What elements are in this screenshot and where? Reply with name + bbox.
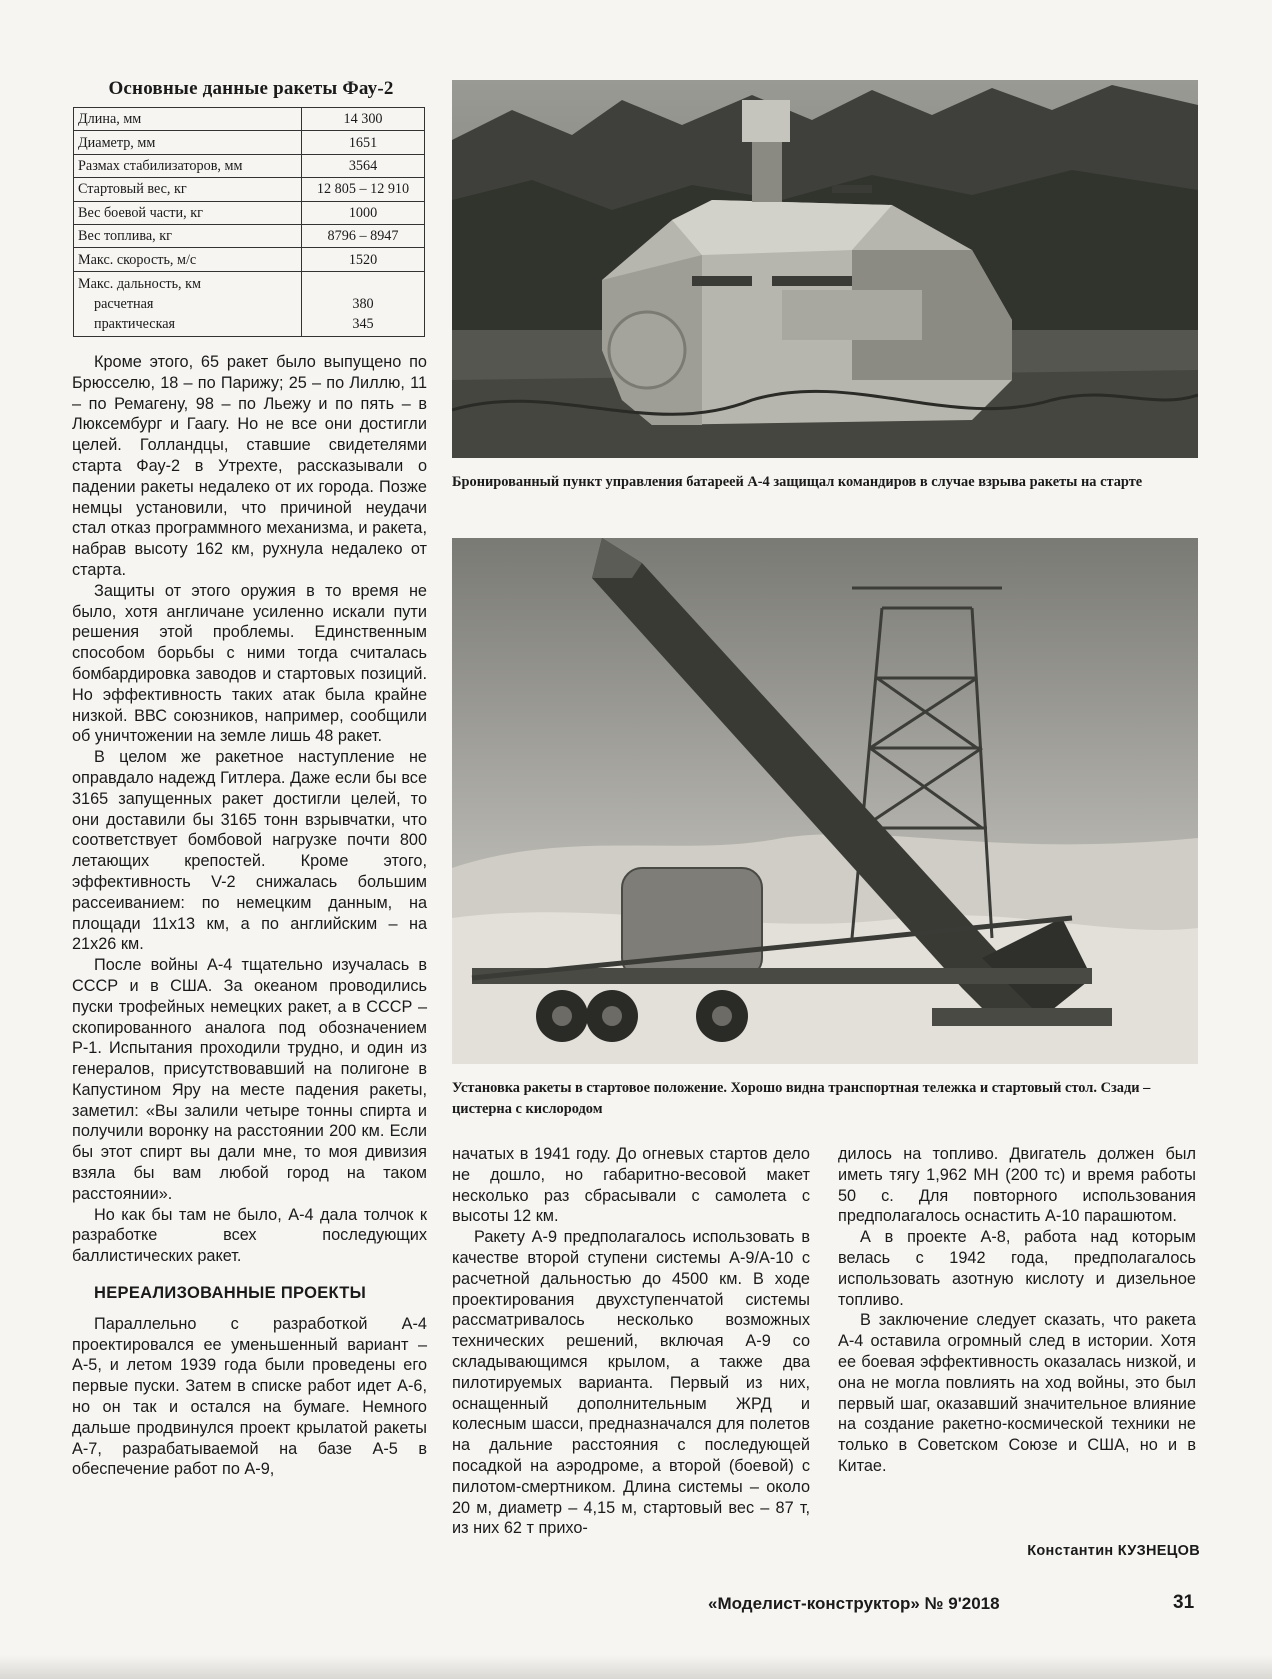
range-labels bbox=[74, 271, 302, 336]
photo1-caption: Бронированный пункт управления батареей А-4 защищал командиров в случае взрыва ракеты на старте bbox=[452, 474, 1143, 490]
row-value: 1651 bbox=[302, 131, 425, 154]
table-title: Основные данные ракеты Фау-2 bbox=[108, 78, 394, 99]
row-value: 14 300 bbox=[302, 108, 425, 131]
row-value: 3564 bbox=[302, 154, 425, 177]
table-row bbox=[74, 178, 425, 201]
paragraph: Кроме этого, 65 ракет было выпущено по Брюсселю, 18 – по Парижу; 25 – по Лиллю, 11 – по Ремагену, 98 – по Льежу и по пять – в Люксембург и Гаагу. Но не все они достигли целей. Голландцы, ставшие свидетелями старта Фау-2 в Утрехте, рассказывали о падении ракеты недалеко от их города. Позже немцы установили, что причиной неудачи стал отказ программного механизма, и ракета, набрав высоту 162 км, рухнула недалеко от старта. bbox=[72, 353, 427, 579]
paragraph: Ракету А-9 предполагалось использовать в качестве второй ступени системы А-9/А-10 с расчетной дальностью до 4500 км. В ходе проектирования двухступенчатой системы рассматривалось несколько возможных технических решений, включая А-9 со складывающимся крылом, а также два пилотируемых варианта. Первый из них, оснащенный дополнительным ЖРД и колесным шасси, предназначался для полетов на дальние расстояния с последующей посадкой на аэродроме, а второй (боевой) с пилотом-смертником. Длина системы – около 20 м, диаметр – 4,15 м, стартовый вес – 87 т, из них 62 т прихо- bbox=[452, 1228, 810, 1538]
table-row-range bbox=[74, 271, 425, 336]
row-value: 1520 bbox=[302, 248, 425, 271]
paragraph: В целом же ракетное наступление не оправдало надежд Гитлера. Даже если бы все 3165 запущенных ракет достигли целей, то они доставили бы 3165 тонн взрывчатки, что соответствует бомбовой нагрузке почти 800 летающих крепостей. Кроме этого, эффективность V-2 снижалась большим рассеиванием: по немецким данным, на площади 11х13 км, а по английским – на 21х26 км. bbox=[72, 748, 427, 954]
range-sub2-label: практическая bbox=[94, 315, 176, 332]
paragraph: А в проекте А-8, работа над которым велась с 1942 года, предполагалось использовать азотную кислоту и дизельное топливо. bbox=[838, 1228, 1196, 1309]
middle-column bbox=[452, 1144, 810, 1539]
row-label: Стартовый вес, кг bbox=[74, 178, 302, 201]
paragraph: Но как бы там не было, А-4 дала толчок к разработке всех последующих баллистических ракет. bbox=[72, 1205, 427, 1266]
row-label: Размах стабилизаторов, мм bbox=[74, 154, 302, 177]
paragraph: После войны А-4 тщательно изучалась в СССР и в США. За океаном проводились пуски трофейных немецких ракет, а в СССР – скопированного аналога под обозначением Р-1. Испытания проходили трудно, и один из генералов, присутствовавший на полигоне в Капустином Яру на месте падения ракеты, заметил: «Вы залили четыре тонны спирта и получили воронку на расстоянии 200 км. Если бы этот спирт вы дали мне, то моя дивизия взяла бы вам любой город на таком расстоянии». bbox=[72, 956, 427, 1203]
range-sub1-value: 380 bbox=[352, 295, 374, 312]
table-row bbox=[74, 201, 425, 224]
paragraph: начатых в 1941 году. До огневых стартов дело не дошло, но габаритно-весовой макет несколько раз сбрасывали с самолета с высоты 12 км. bbox=[452, 1145, 810, 1226]
scan-edge bbox=[0, 1655, 1272, 1679]
armored-post-illustration bbox=[452, 80, 1198, 458]
table-row bbox=[74, 131, 425, 154]
row-label: Вес топлива, кг bbox=[74, 224, 302, 247]
table-row bbox=[74, 248, 425, 271]
section-heading: НЕРЕАЛИЗОВАННЫЕ ПРОЕКТЫ bbox=[94, 1284, 367, 1303]
table-row bbox=[74, 224, 425, 247]
row-value: 8796 – 8947 bbox=[302, 224, 425, 247]
row-label: Диаметр, мм bbox=[74, 131, 302, 154]
page-number: 31 bbox=[1173, 1592, 1195, 1613]
author-name: Константин КУЗНЕЦОВ bbox=[1027, 1543, 1200, 1559]
right-column bbox=[838, 1144, 1196, 1477]
paragraph: дилось на топливо. Двигатель должен был иметь тягу 1,962 МН (200 тс) и время работы 50 с. Для повторного использования предполагалось оснастить А-10 парашютом. bbox=[838, 1145, 1196, 1226]
range-label: Макс. дальность, км bbox=[78, 275, 202, 292]
row-value: 1000 bbox=[302, 201, 425, 224]
row-label: Макс. скорость, м/с bbox=[74, 248, 302, 271]
paragraph: В заключение следует сказать, что ракета А-4 оставила огромный след в истории. Хотя ее боевая эффективность оказалась низкой, и она не могла повлиять на ход войны, это был первый шаг, оказавший значительное влияние на создание ракетно-космической техники не только в Советском Союзе и США, но и в Китае. bbox=[838, 1311, 1196, 1475]
rocket-erection-illustration bbox=[452, 538, 1198, 1064]
range-sub1-label: расчетная bbox=[94, 295, 154, 312]
range-sub2-value: 345 bbox=[352, 315, 374, 332]
specs-table bbox=[73, 107, 425, 337]
left-column bbox=[72, 352, 427, 1480]
photo-rocket-erection bbox=[452, 538, 1198, 1064]
table-row bbox=[74, 108, 425, 131]
photo2-caption: Установка ракеты в стартовое положение. Хорошо видна транспортная тележка и стартовый стол. Сзади – цистерна с кислородом bbox=[452, 1080, 1151, 1117]
row-label: Вес боевой части, кг bbox=[74, 201, 302, 224]
paragraph: Параллельно с разработкой А-4 проектировался ее уменьшенный вариант – А-5, и летом 1939 года были проведены его первые пуски. Затем в списке работ идет А-6, но он так и остался на бумаге. Немного дальше продвинулся проект крылатой ракеты А-7, разрабатываемой на базе А-5 в обеспечение работ по А-9, bbox=[72, 1314, 427, 1479]
magazine-footer: «Моделист-конструктор» № 9'2018 bbox=[708, 1594, 1000, 1613]
range-values bbox=[302, 271, 425, 336]
row-label: Длина, мм bbox=[74, 108, 302, 131]
row-value: 12 805 – 12 910 bbox=[302, 178, 425, 201]
table-row bbox=[74, 154, 425, 177]
paragraph: Защиты от этого оружия в то время не было, хотя англичане усиленно искали пути решения этой проблемы. Единственным способом борьбы с ними тогда считалась бомбардировка заводов и стартовых позиций. Но эффективность таких атак была крайне низкой. ВВС союзников, например, сообщили об уничтожении на земле лишь 48 ракет. bbox=[72, 581, 427, 746]
photo-armored-post bbox=[452, 80, 1198, 458]
